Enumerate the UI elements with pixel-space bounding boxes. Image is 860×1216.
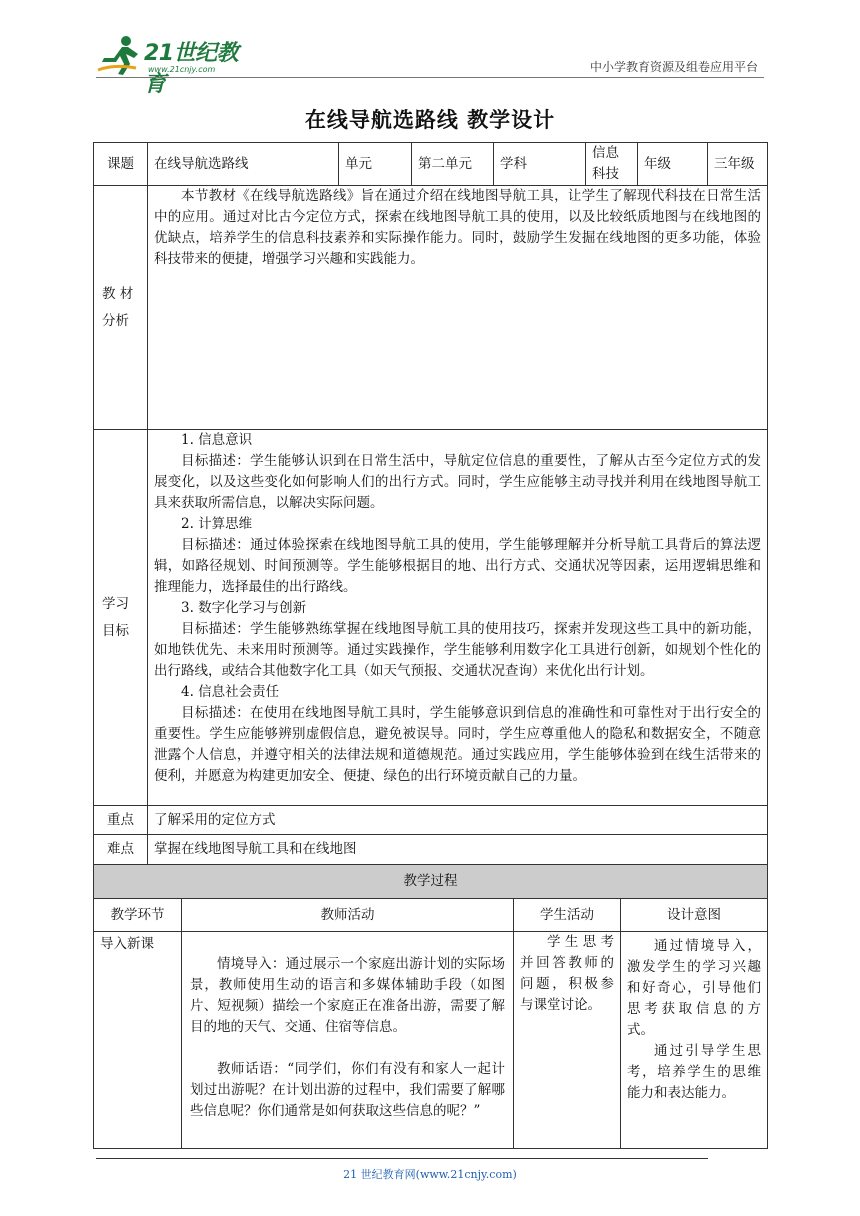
goal-4-text: 目标描述：在使用在线地图导航工具时，学生能够意识到信息的准确性和可靠性对于出行安全的重要性。学生应能够辨别虚假信息，避免被误导。同时，学生应尊重他人的隐私和数据安全，不随意泄露个人信息，并遵守相关的法律法规和道德规范。通过实践应用，学生能够体验到在线生活带来的便利，并愿意为构建更加安全、便捷、绿色的出行环境贡献自己的力量。 <box>154 705 762 784</box>
col-intent-header: 设计意图 <box>621 899 768 932</box>
subject-label: 学科 <box>494 143 586 186</box>
site-logo[interactable] <box>96 34 256 97</box>
process-row <box>94 932 768 1149</box>
goal-2-heading: 2. 计算思维 <box>181 516 253 532</box>
goal-4-heading: 4. 信息社会责任 <box>181 684 280 700</box>
process-heading: 教学过程 <box>94 865 768 899</box>
key-point-text: 了解采用的定位方式 <box>148 806 768 835</box>
col-teacher-header: 教师活动 <box>182 899 514 932</box>
design-intent-1: 通过情境导入，激发学生的学习兴趣和好奇心，引导他们思考获取信息的方式。 <box>627 938 762 1038</box>
teacher-activity-1: 情境导入：通过展示一个家庭出游计划的实际场景，教师使用生动的语言和多媒体辅助手段（如图片、短视频）描绘一个家庭正在准备出游，需要了解目的地的天气、交通、住宿等信息。 <box>190 956 506 1035</box>
runner-logo-icon <box>96 34 144 78</box>
key-point-row <box>94 806 768 835</box>
goal-3-heading: 3. 数字化学习与创新 <box>181 600 307 616</box>
process-columns-row <box>94 899 768 932</box>
goals-row <box>94 430 768 806</box>
topic-label: 课题 <box>94 143 148 186</box>
difficulty-row <box>94 835 768 865</box>
analysis-text: 本节教材《在线导航选路线》旨在通过介绍在线地图导航工具，让学生了解现代科技在日常生活中的应用。通过对比古今定位方式，探索在线地图导航工具的使用，以及比较纸质地图与在线地图的优缺点，培养学生的信息科技素养和实际操作能力。同时，鼓励学生发掘在线地图的更多功能，体验科技带来的便捷，增强学习兴趣和实践能力。 <box>154 188 762 267</box>
goals-label <box>94 430 148 806</box>
teacher-activity-cell <box>182 932 514 1149</box>
col-stage-header: 教学环节 <box>94 899 182 932</box>
logo-url: www.21cnjy.com <box>148 65 216 74</box>
goal-3-text: 目标描述：学生能够熟练掌握在线地图导航工具的使用技巧，探索并发现这些工具中的新功能，如地铁优先、未来用时预测等。通过实践操作，学生能够利用数字化工具进行创新，如规划个性化的出行路线，或结合其他数字化工具（如天气预报、交通状况查询）来优化出行计划。 <box>154 621 762 679</box>
platform-name: 中小学教育资源及组卷应用平台 <box>589 60 758 74</box>
goals-label-line1: 学习 <box>102 595 129 612</box>
goal-2-text: 目标描述：通过体验探索在线地图导航工具的使用，学生能够理解并分析导航工具背后的算法逻辑，如路径规划、时间预测等。学生能够根据目的地、出行方式、交通状况等因素，运用逻辑思维和推理能力，选择最佳的出行路线。 <box>154 537 762 595</box>
student-activity: 学生思考并回答教师的问题，积极参与课堂讨论。 <box>520 934 615 1013</box>
unit-label: 单元 <box>339 143 412 186</box>
analysis-label-line1: 教 材 <box>102 285 134 302</box>
grade-label: 年级 <box>638 143 708 186</box>
key-point-label: 重点 <box>94 806 148 835</box>
footer-divider <box>96 1158 708 1159</box>
goal-1-heading: 1. 信息意识 <box>181 432 253 448</box>
stage-cell: 导入新课 <box>94 932 182 1149</box>
unit-value: 第二单元 <box>412 143 494 186</box>
topic-value: 在线导航选路线 <box>148 143 339 186</box>
goals-cell <box>148 430 768 806</box>
design-intent-cell <box>621 932 768 1149</box>
goals-label-line2: 目标 <box>102 622 129 639</box>
header-divider <box>96 77 764 78</box>
design-intent-2: 通过引导学生思考，培养学生的思维能力和表达能力。 <box>627 1043 762 1101</box>
teacher-activity-2: 教师话语：“同学们，你们有没有和家人一起计划过出游呢？在计划出游的过程中，我们需要了解哪些信息呢？你们通常是如何获取这些信息的呢？” <box>190 1061 506 1119</box>
analysis-label <box>94 186 148 430</box>
footer-link[interactable]: 21 世纪教育网(www.21cnjy.com) <box>343 1168 517 1181</box>
info-row <box>94 143 768 186</box>
analysis-label-line2: 分析 <box>102 312 129 329</box>
logo-text: 21世纪教育 <box>144 41 239 97</box>
process-heading-row <box>94 865 768 899</box>
analysis-row <box>94 186 768 430</box>
page-header <box>96 32 764 97</box>
difficulty-label: 难点 <box>94 835 148 865</box>
difficulty-text: 掌握在线地图导航工具和在线地图 <box>148 835 768 865</box>
analysis-text-cell <box>148 186 768 430</box>
subject-value: 信息科技 <box>586 143 638 186</box>
lesson-plan-table <box>93 142 768 1149</box>
grade-value: 三年级 <box>708 143 768 186</box>
goal-1-text: 目标描述：学生能够认识到在日常生活中，导航定位信息的重要性，了解从古至今定位方式的发展变化，以及这些变化如何影响人们的出行方式。同时，学生应能够主动寻找并利用在线地图导航工具来获取所需信息，以解决实际问题。 <box>154 453 762 511</box>
col-student-header: 学生活动 <box>514 899 621 932</box>
student-activity-cell <box>514 932 621 1149</box>
document-title: 在线导航选路线 教学设计 <box>304 107 556 132</box>
